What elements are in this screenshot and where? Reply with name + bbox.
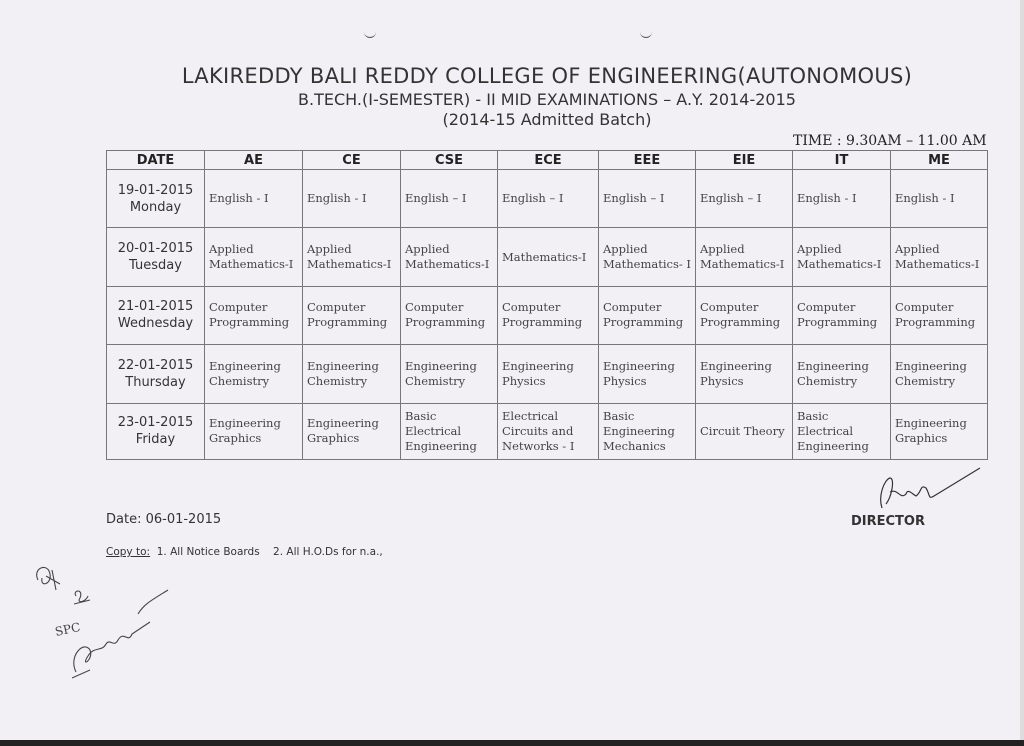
copy-to-line [106,546,383,558]
subject-cell: Engineering Physics [498,345,599,403]
college-title: LAKIREDDY BALI REDDY COLLEGE OF ENGINEERING(AUTONOMOUS) [181,64,913,88]
subject-cell: Computer Programming [303,286,401,344]
subject-cell: Applied Mathematics-I [401,228,498,286]
subject-cell: Computer Programming [891,286,988,344]
table-header-row [107,151,988,170]
subject-cell: Engineering Chemistry [303,345,401,403]
exam-schedule-table [106,150,988,460]
table-row [107,403,988,459]
subject-cell: Basic Engineering Mechanics [599,403,696,459]
date-cell [107,228,205,286]
column-header: EIE [696,151,793,170]
table-row [107,170,988,228]
day: Thursday [125,374,186,390]
subject-cell: Engineering Chemistry [205,345,303,403]
subject-cell: Mathematics-I [498,228,599,286]
column-header: ECE [498,151,599,170]
column-header: ME [891,151,988,170]
day: Tuesday [129,258,182,274]
subject-cell: Computer Programming [793,286,891,344]
subject-cell: Engineering Chemistry [401,345,498,403]
column-header: CE [303,151,401,170]
column-header: IT [793,151,891,170]
subject-cell: Applied Mathematics-I [891,228,988,286]
subject-cell: Engineering Chemistry [891,345,988,403]
date-cell [107,286,205,344]
subject-cell: English - I [891,170,988,228]
subject-cell: Applied Mathematics-I [205,228,303,286]
subject-cell: Computer Programming [205,286,303,344]
table-row [107,286,988,344]
initials-text: SPC [53,619,82,639]
director-title: DIRECTOR [851,514,925,529]
copy-to-label: Copy to: [106,546,151,558]
column-header: CSE [401,151,498,170]
subject-cell: English - I [303,170,401,228]
scan-edge [1020,0,1024,746]
day: Friday [135,432,176,448]
copy-recipient: 1. All Notice Boards [156,546,260,558]
subject-cell: Circuit Theory [696,403,793,459]
subject-cell: Applied Mathematics- I [599,228,696,286]
subject-cell: Applied Mathematics-I [793,228,891,286]
date-value: 06-01-2015 [145,512,222,527]
subject-cell: Applied Mathematics-I [303,228,401,286]
subject-cell: English – I [498,170,599,228]
table-row [107,345,988,403]
subject-cell: English – I [401,170,498,228]
subject-cell: Basic Electrical Engineering [401,403,498,459]
subject-cell: Engineering Graphics [303,403,401,459]
column-header: DATE [107,151,205,170]
date-cell [107,403,205,459]
subject-cell: Engineering Physics [599,345,696,403]
subject-cell: Engineering Graphics [891,403,988,459]
date: 21-01-2015 [117,299,194,315]
subject-cell: Applied Mathematics-I [696,228,793,286]
scan-bottom-edge [0,740,1024,746]
date: 22-01-2015 [117,357,194,373]
day: Wednesday [117,316,194,332]
handwritten-initials [28,560,178,685]
column-header: EEE [599,151,696,170]
column-header: AE [205,151,303,170]
date-cell [107,345,205,403]
date: 19-01-2015 [117,182,194,198]
subject-cell: Engineering Physics [696,345,793,403]
exam-subtitle: B.TECH.(I-SEMESTER) - II MID EXAMINATIONS – A.Y. 2014-2015 [298,90,796,109]
subject-cell: Engineering Chemistry [793,345,891,403]
subject-cell: Computer Programming [696,286,793,344]
exam-time: TIME : 9.30AM – 11.00 AM [793,133,987,149]
punch-hole-right [640,28,652,38]
date-cell [107,170,205,228]
date-label: Date: [106,512,142,527]
subject-cell: Engineering Graphics [205,403,303,459]
subject-cell: Computer Programming [599,286,696,344]
subject-cell: English - I [793,170,891,228]
batch-label: (2014-15 Admitted Batch) [442,110,652,129]
punch-hole-left [364,28,376,38]
subject-cell: English – I [696,170,793,228]
date: 20-01-2015 [117,241,194,257]
date: 23-01-2015 [117,415,194,431]
subject-cell: Computer Programming [401,286,498,344]
director-signature [868,466,986,516]
copy-recipient: 2. All H.O.Ds for n.a., [273,546,383,558]
table-row [107,228,988,286]
day: Monday [129,199,182,215]
subject-cell: English – I [599,170,696,228]
subject-cell: English - I [205,170,303,228]
subject-cell: Basic Electrical Engineering [793,403,891,459]
subject-cell: Computer Programming [498,286,599,344]
subject-cell: Electrical Circuits and Networks - I [498,403,599,459]
issue-date [106,512,221,527]
